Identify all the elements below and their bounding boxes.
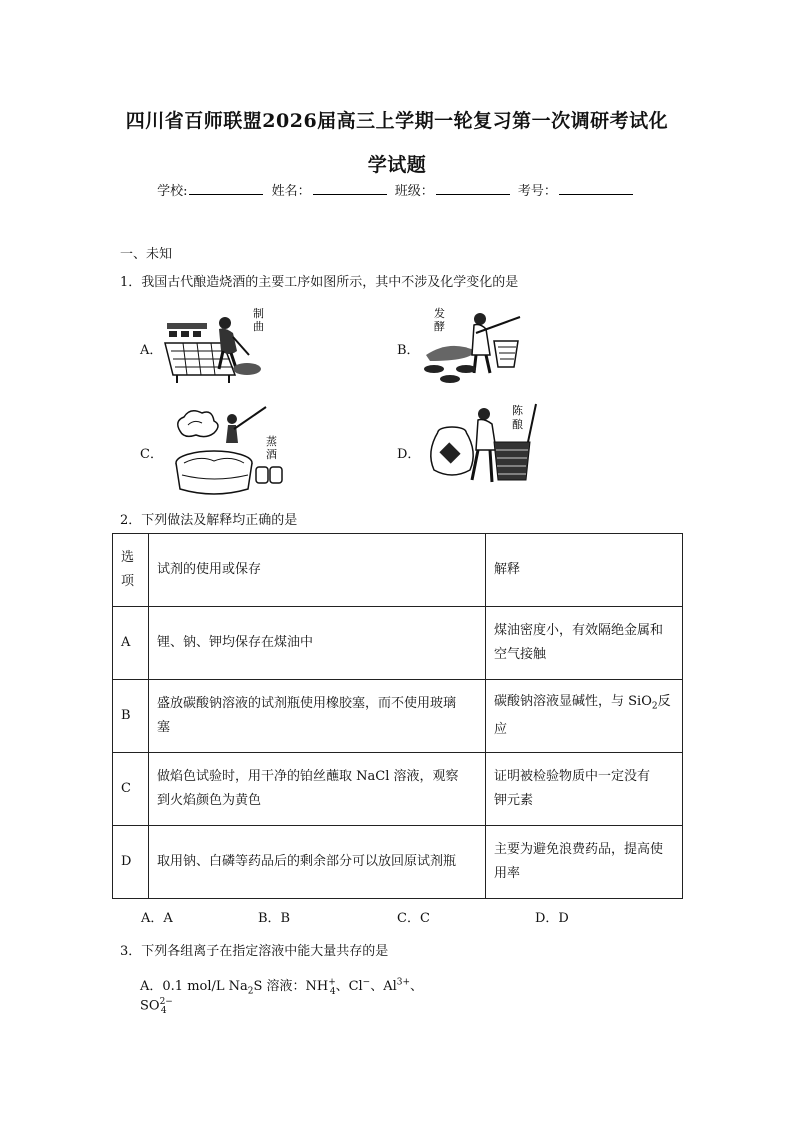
table-row [113, 607, 683, 680]
row-option: A [113, 607, 149, 680]
q1-option-b-label: B． [397, 343, 420, 358]
section-heading: 一、未知 [120, 247, 173, 262]
question-3-stem: 3．下列各组离子在指定溶液中能大量共存的是 [120, 944, 389, 959]
header-usage-cell: 试剂的使用或保存 [149, 534, 486, 607]
row-option: B [113, 680, 149, 753]
table-header-row [113, 534, 683, 607]
q3-option-a[interactable]: A．0.1 mol/L $Na_2S$ 溶液：$NH^+_4$、Cl−、$Al^{3+}$、$SO^{2-}_4$ [140, 977, 424, 1016]
svg-text:蒸酒: 蒸酒 [266, 435, 277, 461]
q2-choice-c[interactable]: C．C [397, 911, 430, 926]
table-row [113, 826, 683, 899]
row-option: D [113, 826, 149, 899]
page-title: 四川省百师联盟2026届高三上学期一轮复习第一次调研考试化 [125, 110, 669, 132]
school-label: 学校: [157, 184, 188, 199]
table-row [113, 680, 683, 753]
class-label: 班级： [394, 184, 434, 199]
svg-text:陈酿: 陈酿 [512, 404, 523, 431]
q2-table [112, 533, 683, 899]
name-blank[interactable] [313, 180, 387, 195]
header-option-cell: 选 项 [113, 534, 149, 607]
row-usage: 取用钠、白磷等药品后的剩余部分可以放回原试剂瓶 [149, 826, 486, 899]
q1-option-b-illustration [420, 303, 530, 389]
school-blank[interactable] [189, 180, 263, 195]
row-usage: 盛放碳酸钠溶液的试剂瓶使用橡胶塞，而不使用玻璃 塞 [149, 680, 486, 753]
q1-option-a-caption: 制曲 [253, 307, 264, 333]
row-explain: 煤油密度小，有效隔绝金属和 空气接触 [486, 607, 683, 680]
row-explain: 证明被检验物质中一定没有 钾元素 [486, 753, 683, 826]
q1-option-c-label: C． [140, 447, 163, 462]
q2-choice-a[interactable]: A．A [141, 911, 173, 926]
q1-option-d-illustration [420, 400, 540, 496]
q1-option-d-label: D． [397, 447, 421, 462]
table-row [113, 753, 683, 826]
class-blank[interactable] [436, 180, 510, 195]
row-usage: 锂、钠、钾均保存在煤油中 [149, 607, 486, 680]
q1-option-a-illustration [163, 303, 268, 385]
exam-no-blank[interactable] [559, 180, 633, 195]
exam-no-label: 考号： [517, 184, 557, 199]
row-usage: 做焰色试验时，用干净的铂丝蘸取 NaCl 溶液，观察 到火焰颜色为黄色 [149, 753, 486, 826]
question-2-stem: 2．下列做法及解释均正确的是 [120, 513, 298, 528]
q1-option-c-illustration [170, 403, 290, 498]
question-1-stem: 1．我国古代酿造烧酒的主要工序如图所示，其中不涉及化学变化的是 [120, 275, 519, 290]
name-label: 姓名： [271, 184, 311, 199]
q2-choice-b[interactable]: B．B [258, 911, 291, 926]
q2-choice-d[interactable]: D．D [535, 911, 569, 926]
row-explain: 主要为避免浪费药品，提高使 用率 [486, 826, 683, 899]
svg-text:发酵: 发酵 [434, 307, 445, 333]
row-explain: 碳酸钠溶液显碱性，与 SiO$_2$反 应 [486, 680, 683, 753]
q1-option-a-label: A． [140, 343, 163, 358]
row-option: C [113, 753, 149, 826]
header-explain-cell: 解释 [486, 534, 683, 607]
page-title-line2: 学试题 [367, 154, 427, 176]
student-info-line [0, 180, 794, 199]
